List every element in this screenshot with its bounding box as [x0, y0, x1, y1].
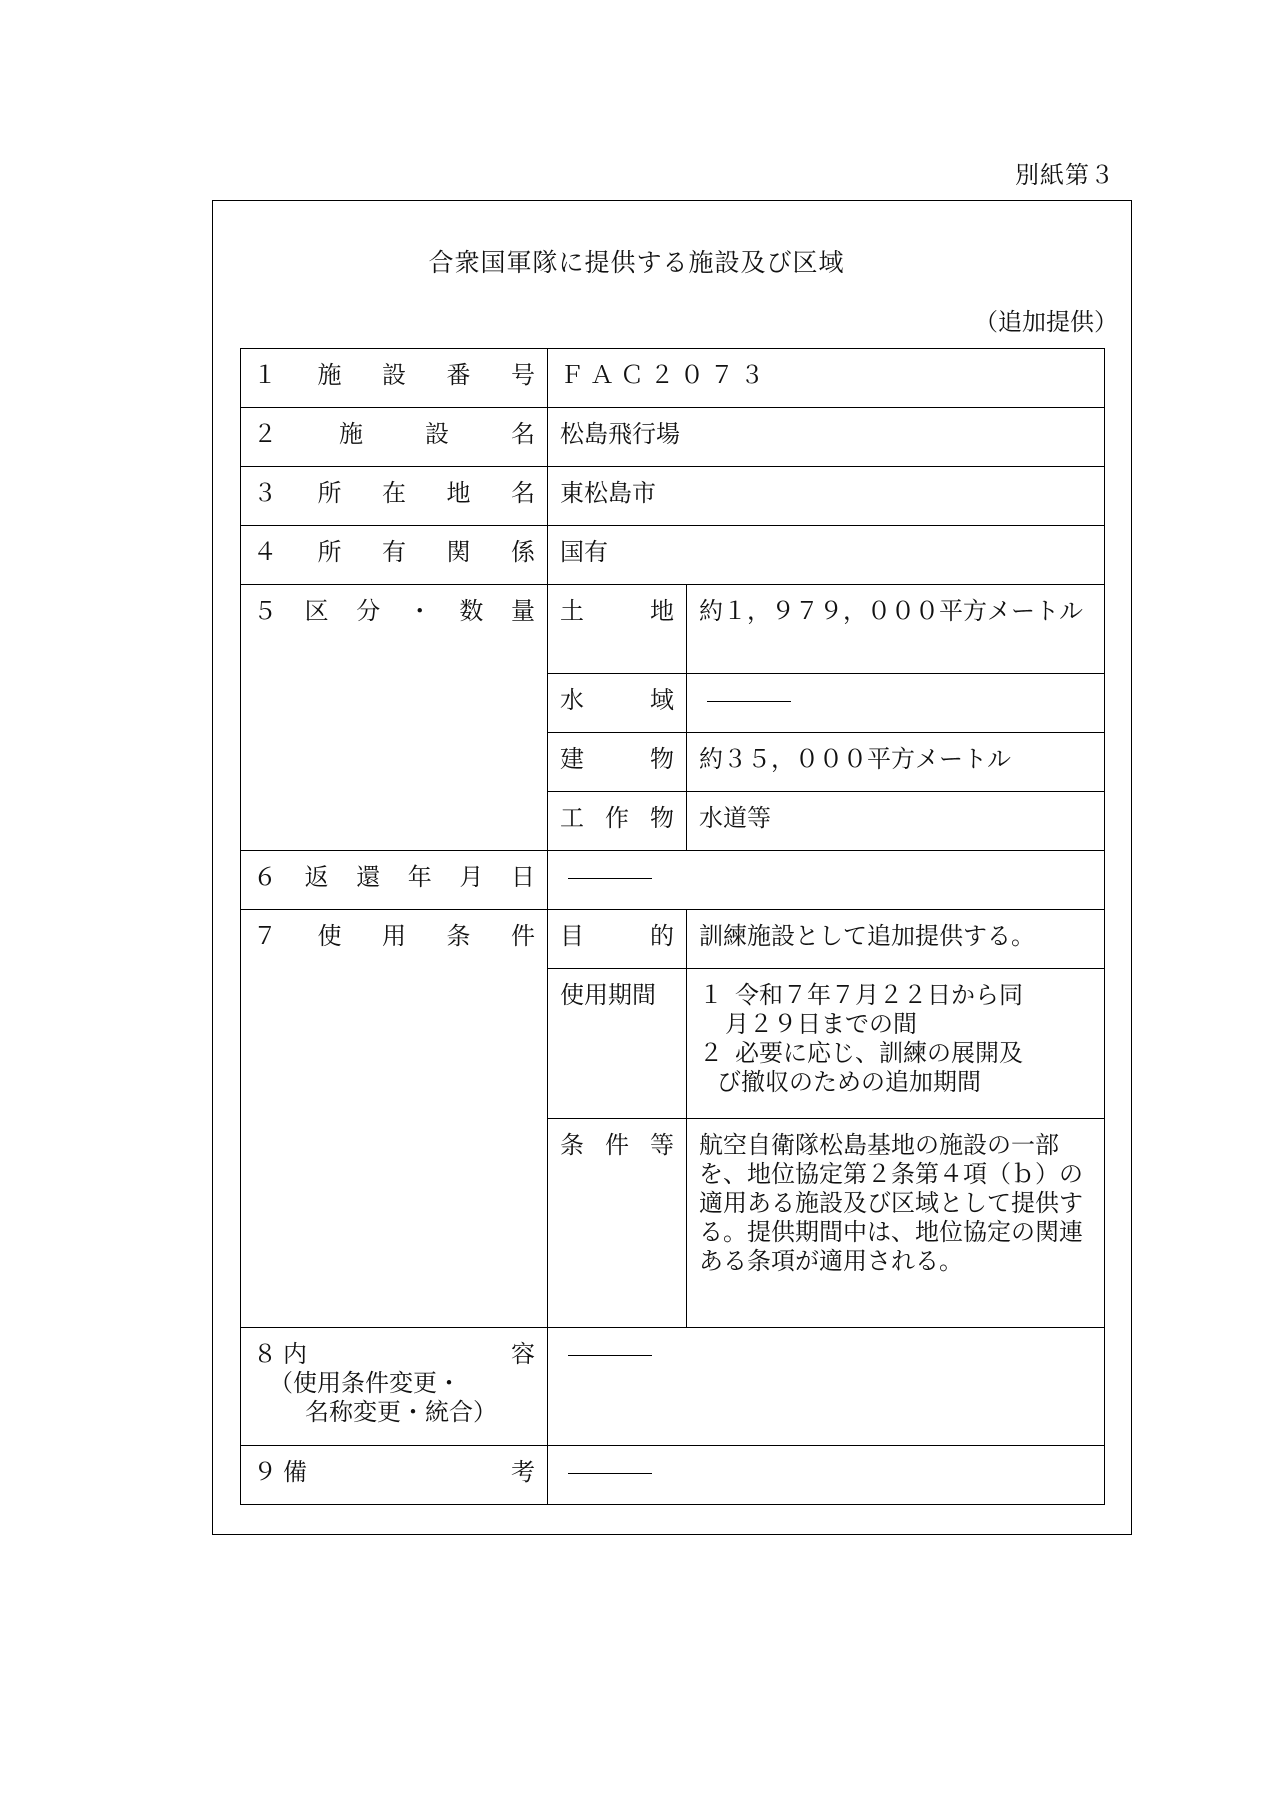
document-title: 合衆国軍隊に提供する施設及び区域	[428, 248, 845, 277]
label-purpose: 目 的	[548, 910, 687, 969]
label-land: 土 地	[548, 585, 687, 674]
value-building: 約３５，０００平方メートル	[687, 733, 1105, 792]
row-ownership	[241, 526, 1105, 585]
label-building: 建 物	[548, 733, 687, 792]
value-facility-name: 松島飛行場	[548, 408, 1105, 467]
value-remarks	[548, 1446, 1105, 1505]
value-location: 東松島市	[548, 467, 1105, 526]
value-structure: 水道等	[687, 792, 1105, 851]
none-dash	[568, 1355, 652, 1356]
label-conditions: 条 件 等	[548, 1119, 687, 1328]
label-usage-period: 使用期間	[548, 969, 687, 1119]
label-water: 水 域	[548, 674, 687, 733]
label-remarks: ９ 備 考	[241, 1446, 548, 1505]
period-item-2: ２ 必要に応じ、訓練の展開及	[699, 1039, 1023, 1067]
label-contents: ８ 内 容 （使用条件変更・ 名称変更・統合）	[241, 1328, 548, 1446]
period-item-1: １ 令和７年７月２２日から同	[699, 981, 1023, 1009]
none-dash	[568, 1473, 652, 1474]
value-land: 約１，９７９，０００平方メートル	[687, 585, 1105, 674]
attachment-label: 別紙第３	[1015, 161, 1115, 189]
value-water	[687, 674, 1105, 733]
label-usage-conditions: ７ 使 用 条 件	[241, 910, 548, 1328]
provision-type: （追加提供）	[974, 308, 1118, 336]
row-contents	[241, 1328, 1105, 1446]
label-location: ３ 所 在 地 名	[241, 467, 548, 526]
label-category-quantity: ５ 区 分 ・ 数 量	[241, 585, 548, 851]
label-facility-name: ２ 施 設 名	[241, 408, 548, 467]
label-ownership: ４ 所 有 関 係	[241, 526, 548, 585]
row-land	[241, 585, 1105, 674]
value-usage-period: １ 令和７年７月２２日から同 月２９日までの間 ２ 必要に応じ、訓練の展開及 び撤収のための追加期間	[687, 969, 1105, 1119]
row-remarks	[241, 1446, 1105, 1505]
row-facility-name	[241, 408, 1105, 467]
value-facility-number: ＦＡＣ２０７３	[548, 349, 1105, 408]
row-facility-number	[241, 349, 1105, 408]
facility-table	[240, 348, 1105, 1505]
label-facility-number: １ 施 設 番 号	[241, 349, 548, 408]
value-conditions: 航空自衛隊松島基地の施設の一部を、地位協定第２条第４項（ｂ）の適用ある施設及び区域として提供する。提供期間中は、地位協定の関連ある条項が適用される。	[687, 1119, 1105, 1328]
row-purpose	[241, 910, 1105, 969]
none-dash	[568, 878, 652, 879]
label-return-date: ６ 返 還 年 月 日	[241, 851, 548, 910]
value-ownership: 国有	[548, 526, 1105, 585]
row-location	[241, 467, 1105, 526]
label-structure: 工 作 物	[548, 792, 687, 851]
none-dash	[707, 701, 791, 702]
row-return-date	[241, 851, 1105, 910]
value-return-date	[548, 851, 1105, 910]
value-purpose: 訓練施設として追加提供する。	[687, 910, 1105, 969]
value-contents	[548, 1328, 1105, 1446]
